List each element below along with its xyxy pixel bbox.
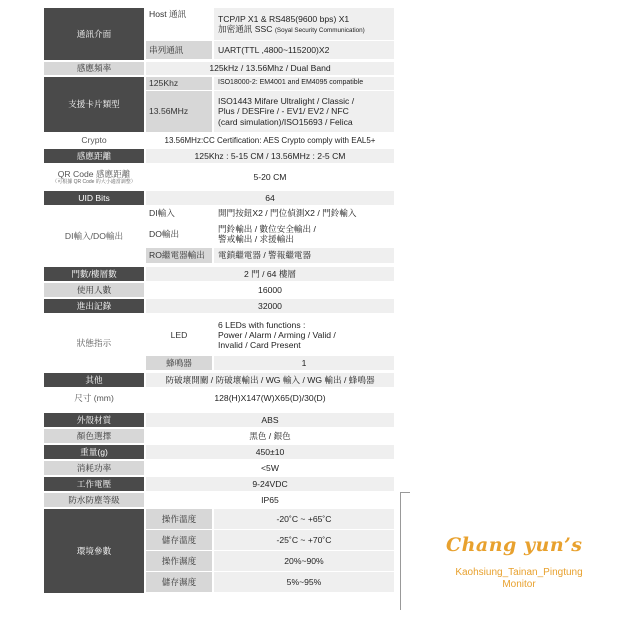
power-label: 消耗功率 — [44, 461, 144, 475]
led-line3: Invalid / Card Present — [218, 340, 301, 351]
watermark-line1: Kaohsiung_Tainan_Pingtung — [455, 567, 583, 578]
ip-value: IP65 — [146, 493, 394, 507]
do-line2: 警戒輸出 / 求援輸出 — [218, 234, 294, 244]
row-crypto — [44, 134, 394, 147]
row-weight — [44, 445, 394, 459]
st-temp-label: 儲存溫度 — [146, 530, 212, 550]
power-value: <5W — [146, 461, 394, 475]
material-value: ABS — [146, 413, 394, 427]
freq-label: 感應頻率 — [44, 62, 144, 75]
led-label: LED — [146, 315, 212, 355]
host-line2-b: (Soyal Security Communication) — [274, 26, 365, 34]
others-value: 防破壞開關 / 防破壞輸出 / WG 輸入 / WG 輸出 / 蜂鳴器 — [146, 373, 394, 387]
do-label: DO輸出 — [146, 221, 212, 247]
op-temp-value: -20˚C ~ +65˚C — [214, 509, 394, 529]
op-temp-label: 操作溫度 — [146, 509, 212, 529]
row-power — [44, 461, 394, 475]
row-uid — [44, 191, 394, 205]
row-status — [44, 315, 394, 371]
op-hum-label: 操作濕度 — [146, 551, 212, 571]
row-color — [44, 429, 394, 443]
uid-label: UID Bits — [44, 191, 144, 205]
watermark-subtitle — [436, 567, 602, 591]
freq-value: 125kHz / 13.56Mhz / Dual Band — [146, 62, 394, 75]
card-1356-line3: (card simulation)/ISO15693 / Felica — [218, 116, 353, 127]
size-label: 尺寸 (mm) — [44, 389, 144, 407]
cards-label: 支援卡片類型 — [44, 77, 144, 132]
card-1356-line1: ISO1443 Mifare Ultralight / Classic / — [218, 96, 355, 107]
watermark-line2: Monitor — [502, 579, 536, 590]
crypto-label: Crypto — [44, 134, 144, 147]
uid-value: 64 — [146, 191, 394, 205]
di-value: 開門按鈕X2 / 門位偵測X2 / 門鈴輸入 — [214, 207, 394, 220]
row-freq — [44, 62, 394, 75]
host-line1: TCP/IP X1 & RS485(9600 bps) X1 — [218, 13, 350, 24]
qr-note: （可根據 QR Code 的大小適當調整） — [52, 179, 136, 186]
card-1356-label: 13.56MHz — [146, 91, 212, 132]
row-qr — [44, 165, 394, 189]
weight-label: 重量(g) — [44, 445, 144, 459]
status-label: 狀態指示 — [44, 315, 144, 371]
row-logs — [44, 299, 394, 313]
color-value: 黑色 / 銀色 — [146, 429, 394, 443]
row-size — [44, 389, 394, 407]
side-bracket-line — [400, 492, 410, 610]
ip-label: 防水防塵等級 — [44, 493, 144, 507]
material-label: 外殼材質 — [44, 413, 144, 427]
logs-label: 進出記錄 — [44, 299, 144, 313]
led-line2: Power / Alarm / Arming / Valid / — [218, 329, 336, 340]
row-cards — [44, 77, 394, 132]
doors-value: 2 門 / 64 樓層 — [146, 267, 394, 281]
row-env — [44, 509, 394, 593]
voltage-label: 工作電壓 — [44, 477, 144, 491]
users-label: 使用人數 — [44, 283, 144, 297]
row-material — [44, 413, 394, 427]
led-line1: 6 LEDs with functions : — [218, 319, 306, 330]
logs-value: 32000 — [146, 299, 394, 313]
color-label: 顏色選擇 — [44, 429, 144, 443]
watermark-title: Chang yun’s — [446, 534, 583, 556]
op-hum-value: 20%~90% — [214, 551, 394, 571]
distance-label: 感應距離 — [44, 149, 144, 163]
users-value: 16000 — [146, 283, 394, 297]
size-value: 128(H)X147(W)X65(D)/30(D) — [146, 389, 394, 407]
ro-label: RO繼電器輸出 — [146, 248, 212, 263]
st-temp-value: -25˚C ~ +70˚C — [214, 530, 394, 550]
card-125k-label: 125Khz — [146, 77, 212, 90]
st-hum-label: 儲存濕度 — [146, 572, 212, 592]
row-users — [44, 283, 394, 297]
row-comm — [44, 8, 394, 60]
serial-label: 串列通訊 — [146, 41, 212, 59]
row-others — [44, 373, 394, 387]
buzzer-label: 蜂鳴器 — [146, 356, 212, 370]
row-io — [44, 207, 394, 265]
weight-value: 450±10 — [146, 445, 394, 459]
row-distance — [44, 149, 394, 163]
row-ip — [44, 493, 394, 507]
distance-value: 125Khz : 5-15 CM / 13.56MHz : 2-5 CM — [146, 149, 394, 163]
qr-label: QR Code 感應距離 — [57, 168, 131, 179]
host-line2-a: 加密通訊 SSC — [218, 23, 273, 34]
env-label: 環境參數 — [44, 509, 144, 593]
comm-label: 通訊介面 — [44, 8, 144, 60]
spec-table — [44, 8, 394, 595]
others-label: 其他 — [44, 373, 144, 387]
buzzer-value: 1 — [214, 356, 394, 370]
crypto-value: 13.56MHz:CC Certification: AES Crypto comply with EAL5+ — [146, 134, 394, 147]
ro-value: 電鎖繼電器 / 警報繼電器 — [214, 248, 394, 263]
di-label: DI輸入 — [146, 207, 212, 220]
io-label: DI輸入/DO輸出 — [44, 207, 144, 265]
host-label: Host 通訊 — [146, 8, 212, 40]
voltage-value: 9-24VDC — [146, 477, 394, 491]
comm-sub — [146, 8, 394, 60]
row-doors — [44, 267, 394, 281]
st-hum-value: 5%~95% — [214, 572, 394, 592]
doors-label: 門數/樓層數 — [44, 267, 144, 281]
qr-value: 5-20 CM — [146, 165, 394, 189]
serial-value: UART(TTL ,4800~115200)X2 — [214, 41, 394, 59]
card-125k-value: ISO18000-2: EM4001 and EM4095 compatible — [214, 77, 394, 90]
card-1356-line2: Plus / DESFire / - EV1/ EV2 / NFC — [218, 106, 349, 117]
row-voltage — [44, 477, 394, 491]
do-line1: 門鈴輸出 / 數位安全輸出 / — [218, 223, 316, 234]
